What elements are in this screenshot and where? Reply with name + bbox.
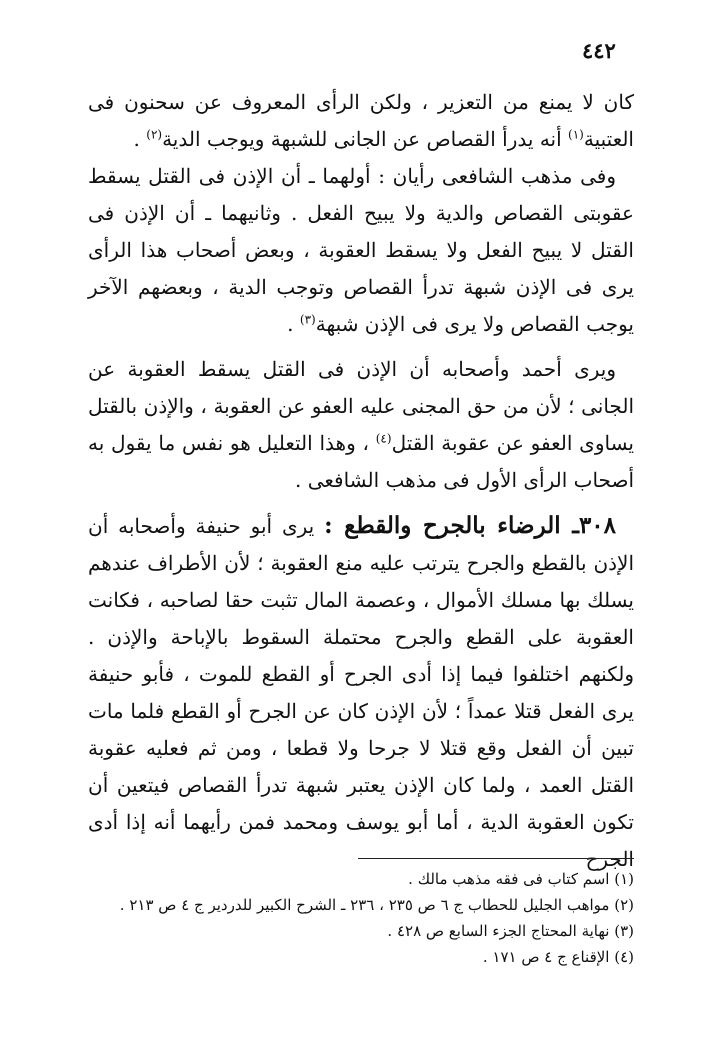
paragraph-2: وفى مذهب الشافعى رأيان : أولهما ـ أن الإذن فى القتل يسقط عقوبتى القصاص والدية ولا يبيح الفعل . وثانيهما ـ أن الإذن فى القتل لا يبيح الفعل ولا يسقط العقوبة ، وبعض أصحاب هذا الرأى يرى فى الإذن شبهة تدرأ القصاص وتوجب الدية ، وبعضهم الآخر يوجب القصاص ولا يرى فى الإذن شبهة$^{(٣)}$ . (88, 164, 634, 336)
footnote-2: (٢) مواهب الجليل للحطاب ج ٦ ص ٢٣٥ ، ٢٣٦ ـ الشرح الكبير للدردير ج ٤ ص ٢١٣ . (119, 896, 634, 914)
footnote-4: (٤) الإقناع ج ٤ ص ١٧١ . (482, 948, 634, 966)
footnote-3: (٣) نهاية المحتاج الجزء السابع ص ٤٢٨ . (387, 922, 634, 940)
paragraph-4: ٣٠٨ـ الرضاء بالجرح والقطع : يرى أبو حنيفة وأصحابه أن الإذن بالقطع والجرح يترتب عليه منع العقوبة ؛ لأن الأطراف عندهم يسلك بها مسلك الأموال ، وعصمة المال تثبت حقا لصاحبه ، فكانت العقوبة على القطع والجرح محتملة السقوط بالإباحة والإذن . ولكنهم اختلفوا فيما إذا أدى الجرح أو القطع للموت ، فأبو حنيفة يرى الفعل قتلا عمداً ؛ لأن الإذن كان عن الجرح أو القطع فلما مات تبين أن الفعل وقع قتلا لا جرحا ولا قطعا ، ومن ثم فعليه عقوبة القتل العمد ، ولما كان الإذن يعتبر شبهة تدرأ القصاص فيتعين أن تكون العقوبة الدية ، أما أبو يوسف ومحمد فمن رأيهما أنه إذا أدى الجرح (88, 512, 634, 871)
footnote-ref-2: (٢) (146, 127, 163, 142)
section-number: ٣٠٨ (578, 512, 616, 539)
paragraph-3: ويرى أحمد وأصحابه أن الإذن فى القتل يسقط العقوبة عن الجانى ؛ لأن من حق المجنى عليه العفو عن العقوبة ، والإذن بالقتل يساوى العفو عن عقوبة القتل$^{(٤)}$ ، وهذا التعليل هو نفس ما يقول به أصحاب الرأى الأول فى مذهب الشافعى . (88, 357, 634, 492)
page-number: ٤٤٢ (582, 38, 616, 63)
footnote-1: (١) اسم كتاب فى فقه مذهب مالك . (408, 870, 634, 888)
footnote-ref-4: (٤) (375, 431, 392, 446)
section-heading: ـ الرضاء بالجرح والقطع : (324, 512, 579, 539)
footnote-ref-1: (١) (568, 127, 584, 142)
main-text (88, 84, 634, 878)
paragraph-1: كان لا يمنع من التعزير ، ولكن الرأى المعروف عن سحنون فى العتبية$^{(١)}$ أنه يدرأ القصاص عن الجانى للشبهة ويوجب الدية$^{(٢)}$ . (88, 90, 634, 151)
footnotes (88, 866, 634, 970)
footnote-ref-3: (٣) (299, 312, 316, 327)
footnote-divider (358, 858, 634, 859)
